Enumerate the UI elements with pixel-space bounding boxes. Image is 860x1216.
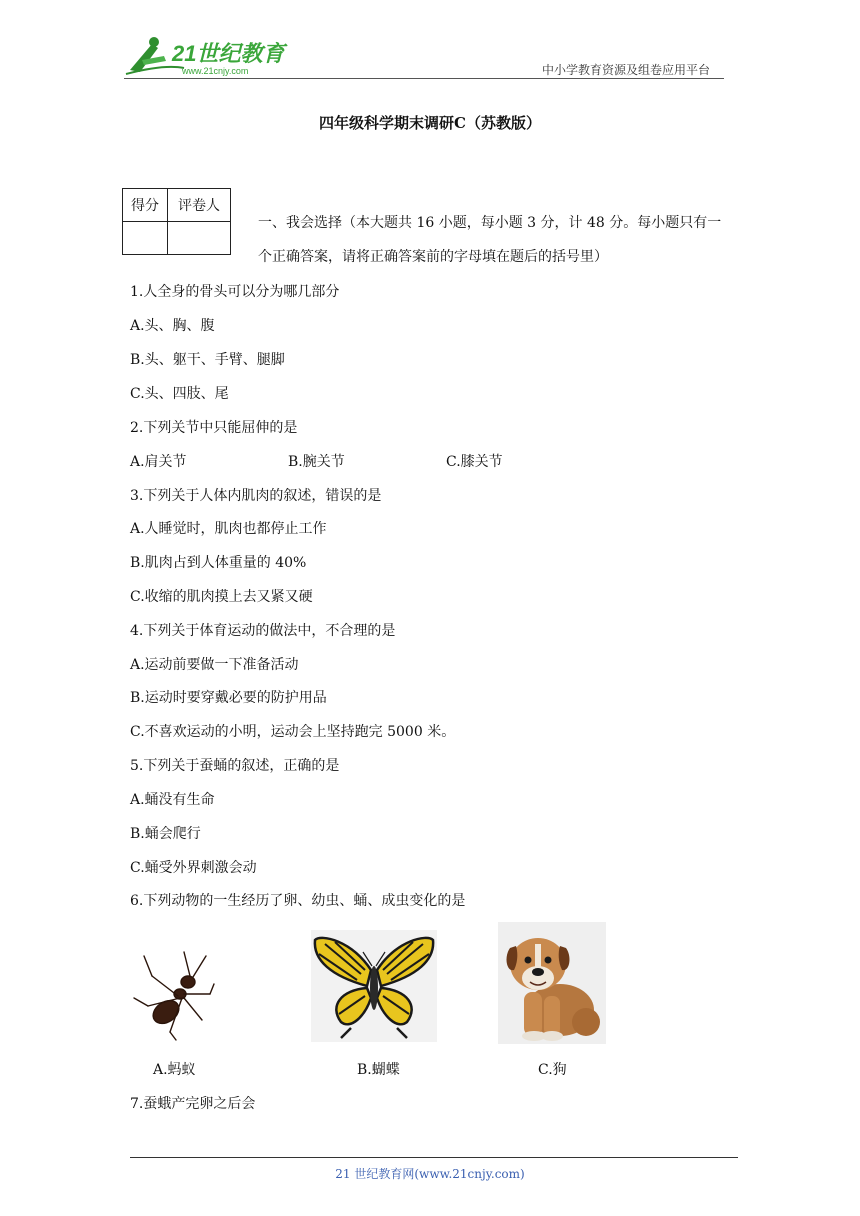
dog-image (498, 922, 606, 1044)
question-stem: 1.人全身的骨头可以分为哪几部分 (130, 284, 340, 300)
question-option: A.蚂蚁 (153, 1062, 196, 1078)
section-instructions (258, 206, 736, 274)
question-option: C.狗 (538, 1062, 567, 1078)
footer-text: 21 世纪教育网(www.21cnjy.com) (335, 1167, 525, 1181)
question-option: A.蛹没有生命 (130, 792, 215, 808)
ant-image (130, 946, 216, 1042)
question-option: C.收缩的肌肉摸上去又紧又硬 (130, 589, 313, 605)
question-option: B.运动时要穿戴必要的防护用品 (130, 690, 327, 706)
grader-cell (168, 222, 231, 255)
question-stem: 2.下列关节中只能屈伸的是 (130, 420, 298, 436)
header-platform-text: 中小学教育资源及组卷应用平台 (542, 63, 711, 77)
score-table (122, 188, 231, 255)
question-stem: 6.下列动物的一生经历了卵、幼虫、蛹、成虫变化的是 (130, 893, 466, 909)
logo (124, 34, 288, 78)
section-line-1: 一、我会选择（本大题共 16 小题，每小题 3 分，计 48 分。每小题只有一 (258, 215, 722, 231)
score-cell (123, 222, 168, 255)
logo-icon (124, 34, 288, 78)
question-stem: 5.下列关于蚕蛹的叙述，正确的是 (130, 758, 340, 774)
footer-divider (130, 1157, 738, 1158)
question-option: C.膝关节 (446, 454, 503, 470)
page-title: 四年级科学期末调研C（苏教版） (319, 114, 541, 132)
question-option: B.头、躯干、手臂、腿脚 (130, 352, 285, 368)
question-option: B.蛹会爬行 (130, 826, 201, 842)
question-option: A.运动前要做一下准备活动 (130, 657, 299, 673)
question-stem: 7.蚕蛾产完卵之后会 (130, 1096, 256, 1112)
dog-icon (498, 922, 606, 1044)
logo-url: www.21cnjy.com (182, 66, 249, 76)
question-stem: 3.下列关于人体内肌肉的叙述，错误的是 (130, 488, 382, 504)
question-option: B.腕关节 (288, 454, 345, 470)
butterfly-icon (311, 930, 437, 1042)
section-line-2: 个正确答案，请将正确答案前的字母填在题后的括号里） (258, 249, 608, 265)
question-option: B.蝴蝶 (357, 1062, 400, 1078)
question-option: C.蛹受外界刺激会动 (130, 860, 257, 876)
ant-icon (130, 946, 216, 1042)
question-option: A.人睡觉时，肌肉也都停止工作 (130, 521, 327, 537)
question-option: B.肌肉占到人体重量的 40% (130, 555, 307, 571)
question-option: A.肩关节 (130, 454, 187, 470)
score-header: 得分 (123, 189, 168, 222)
question-stem: 4.下列关于体育运动的做法中，不合理的是 (130, 623, 396, 639)
question-option: A.头、胸、腹 (130, 318, 215, 334)
question-option: C.不喜欢运动的小明，运动会上坚持跑完 5000 米。 (130, 724, 456, 740)
butterfly-image (311, 930, 437, 1042)
logo-text: 21世纪教育 (172, 41, 285, 66)
header-divider (124, 78, 724, 79)
question-option: C.头、四肢、尾 (130, 386, 229, 402)
grader-header: 评卷人 (168, 189, 231, 222)
